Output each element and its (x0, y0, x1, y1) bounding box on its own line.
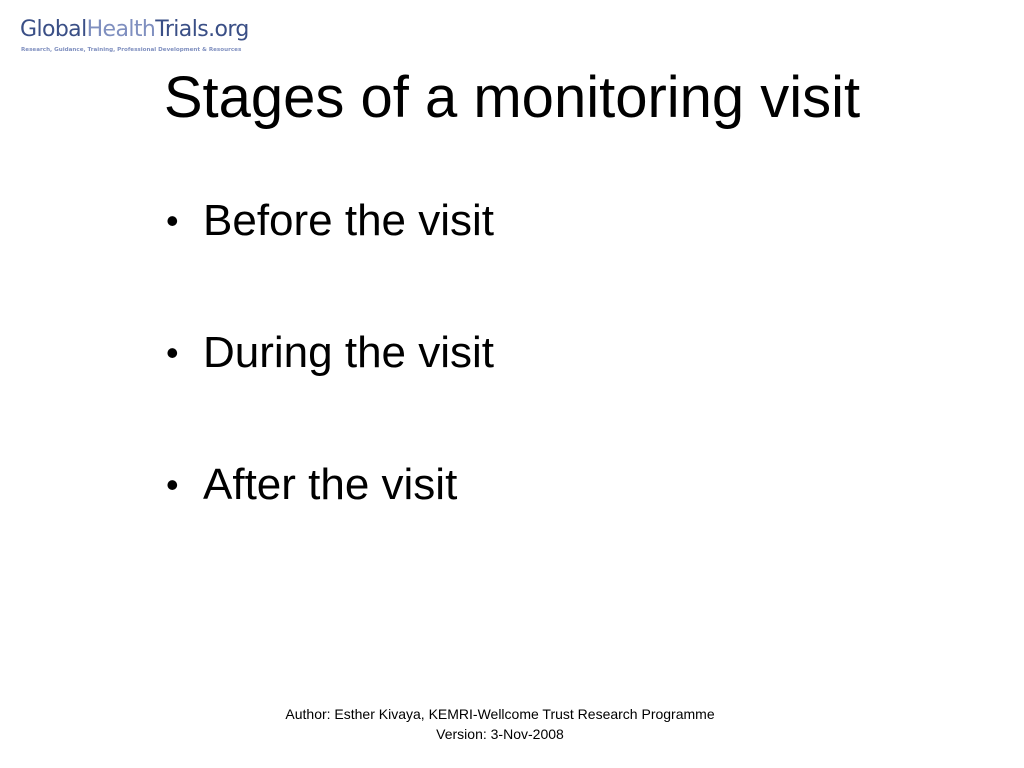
bullet-text: Before the visit (203, 196, 495, 245)
slide-title: Stages of a monitoring visit (163, 65, 861, 130)
bullet-marker: • (166, 464, 179, 505)
globalhealthtrials-logo (20, 16, 280, 60)
bullet-marker: • (166, 332, 179, 373)
logo-wordmark-global: Global (20, 17, 87, 42)
logo-wordmark (20, 16, 249, 44)
bullet-item (166, 194, 494, 248)
footer-version: Version: 3-Nov-2008 (436, 726, 564, 742)
logo-wordmark-org: .org (208, 17, 249, 42)
bullet-marker: • (166, 200, 179, 241)
bullet-item (166, 458, 494, 512)
footer-author: Author: Esther Kivaya, KEMRI-Wellcome Trust Research Programme (285, 706, 715, 722)
bullet-text: After the visit (203, 460, 458, 509)
logo-tagline: Research, Guidance, Training, Professional Development & Resources (21, 47, 242, 53)
bullet-text: During the visit (203, 328, 495, 377)
bullet-item (166, 326, 494, 380)
slide-footer (0, 704, 1000, 744)
logo-wordmark-trials: Trials (155, 17, 209, 42)
bullet-list (166, 194, 494, 590)
logo-wordmark-health: Health (86, 17, 156, 42)
